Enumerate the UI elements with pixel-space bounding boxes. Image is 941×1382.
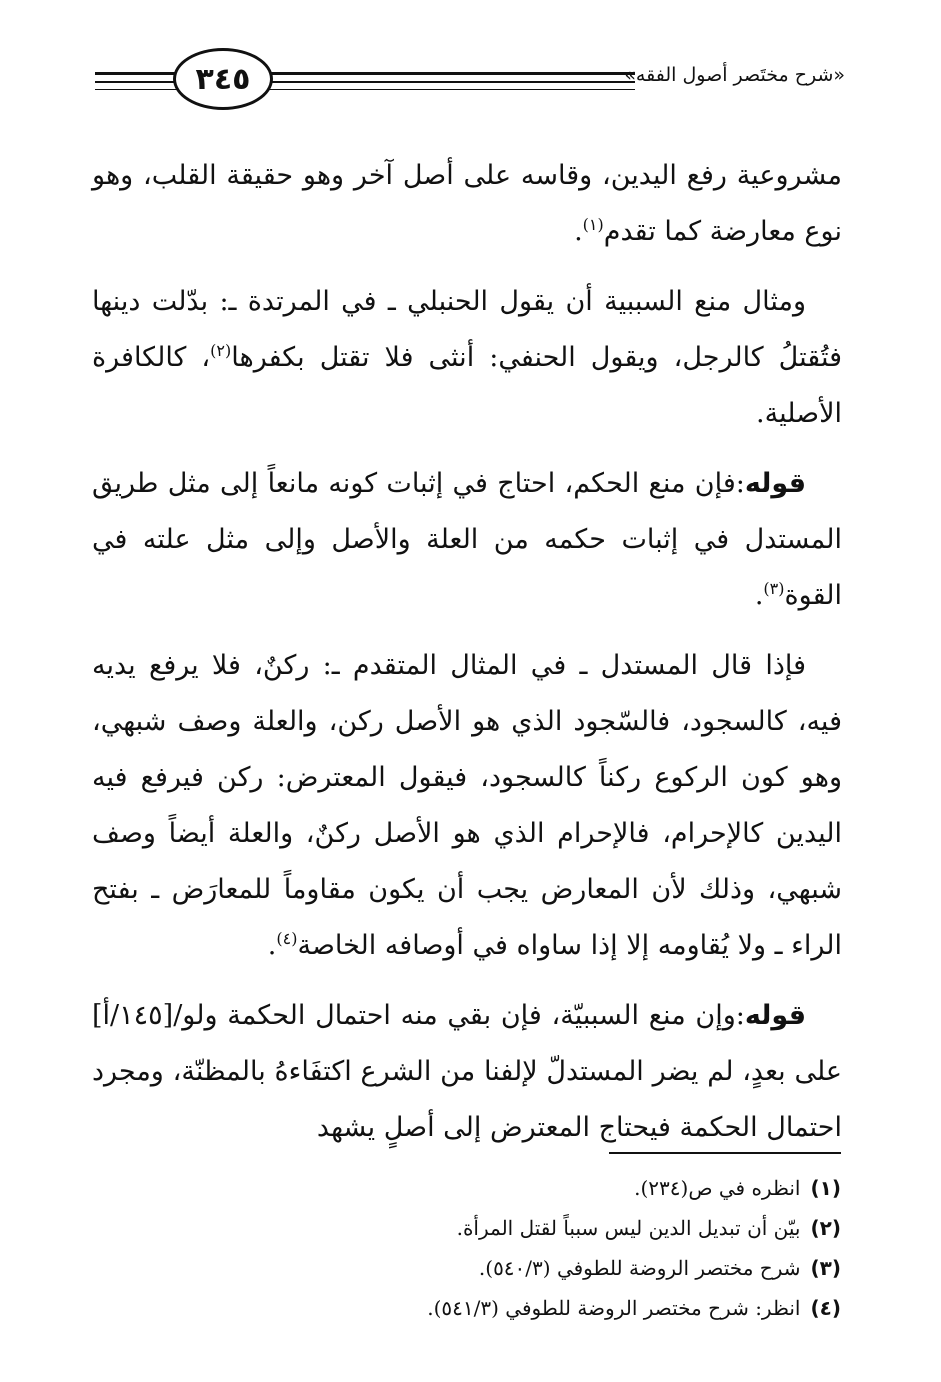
paragraph-4 [92,638,842,974]
footnote-text: بيّن أن تبديل الدين ليس سبباً لقتل المرأة. [456,1216,801,1240]
header-rule [95,89,183,90]
footnote-ref-2[interactable]: (٢) [210,341,232,360]
paragraph-tail: ، كالكافرة الأصلية. [92,342,842,429]
paragraph-5 [92,988,842,1156]
paragraph-2 [92,274,842,442]
page-number: ٣٤٥ [195,61,251,97]
footnote-ref-1[interactable]: (١) [582,215,604,234]
footnote-text: انظره في ص(٢٣٤). [634,1176,801,1200]
paragraph-tail: . [574,216,583,247]
footnote-ref-4[interactable]: (٤) [276,929,298,948]
paragraph-text: مشروعية رفع اليدين، وقاسه على أصل آخر وهو حقيقة القلب، وهو نوع معارضة كما تقدم [92,160,842,247]
quote-term: قوله [744,468,806,499]
paragraph-tail: . [754,580,764,611]
paragraph-text: :وإن منع السببيّة، فإن بقي منه احتمال الحكمة ولو/[١٤٥/أ] على بعدٍ، لم يضر المستدلّ لإلفنا من الشرع اكتفَاءهُ بالمظنّة، ومجرد احتمال الحكمة فيحتاج المعترض إلى أصلٍ يشهد [92,1000,842,1143]
footnotes-list [101,1168,841,1328]
footnote-ref-3[interactable]: (٣) [763,579,785,598]
footnote-number: (٣) [810,1256,841,1280]
footnote-2 [101,1208,841,1248]
footnote-number: (٢) [810,1216,841,1240]
footnote-1 [101,1168,841,1208]
header-rule [95,81,183,83]
header-rule [263,72,635,75]
header-rule [263,89,635,90]
footnote-4 [101,1288,841,1328]
paragraph-tail: . [267,930,277,961]
page-number-oval [173,48,273,110]
header-rule [95,72,183,75]
paragraph-text: فإذا قال المستدل ـ في المثال المتقدم ـ: ركنٌ، فلا يرفع يديه فيه، كالسجود، فالسّجود الذي هو الأصل ركن، والعلة وصف شبهي، وهو كون الركوع ركناً كالسجود، فيقول المعترض: ركن فيرفع فيه اليدين كالإحرام، فالإحرام الذي هو الأصل ركنٌ، والعلة أيضاً وصف شبهي، وذلك لأن المعارض يجب أن يكون مقاوماً للمعارَض ـ بفتح الراء ـ ولا يُقاومه إلا إذا ساواه في أوصافه الخاصة [92,650,842,961]
quote-term: قوله [744,1000,806,1031]
paragraph-3 [92,456,842,624]
footnote-number: (١) [810,1176,841,1200]
header-rule [263,81,635,83]
paragraph-text: ومثال منع السببية أن يقول الحنبلي ـ في المرتدة ـ: بدّلت دينها فتُقتلُ كالرجل، ويقول الحنفي: أنثى فلا تقتل بكفرها [92,286,842,373]
paragraph-text: :فإن منع الحكم، احتاج في إثبات كونه مانعاً إلى مثل طريق المستدل في إثبات حكمه من العلة والأصل وإلى مثل علته في القوة [92,468,842,611]
footnote-text: انظر: شرح مختصر الروضة للطوفي (٥٤١/٣). [427,1296,801,1320]
footnote-separator [609,1152,841,1154]
paragraph-1 [92,148,842,260]
footnote-number: (٤) [810,1296,841,1320]
footnote-text: شرح مختصر الروضة للطوفي (٥٤٠/٣). [478,1256,801,1280]
page-header [95,40,845,120]
running-title: «شرح مختَصر أصول الفقه» [624,64,845,86]
body-text [92,148,842,1170]
footnote-3 [101,1248,841,1288]
